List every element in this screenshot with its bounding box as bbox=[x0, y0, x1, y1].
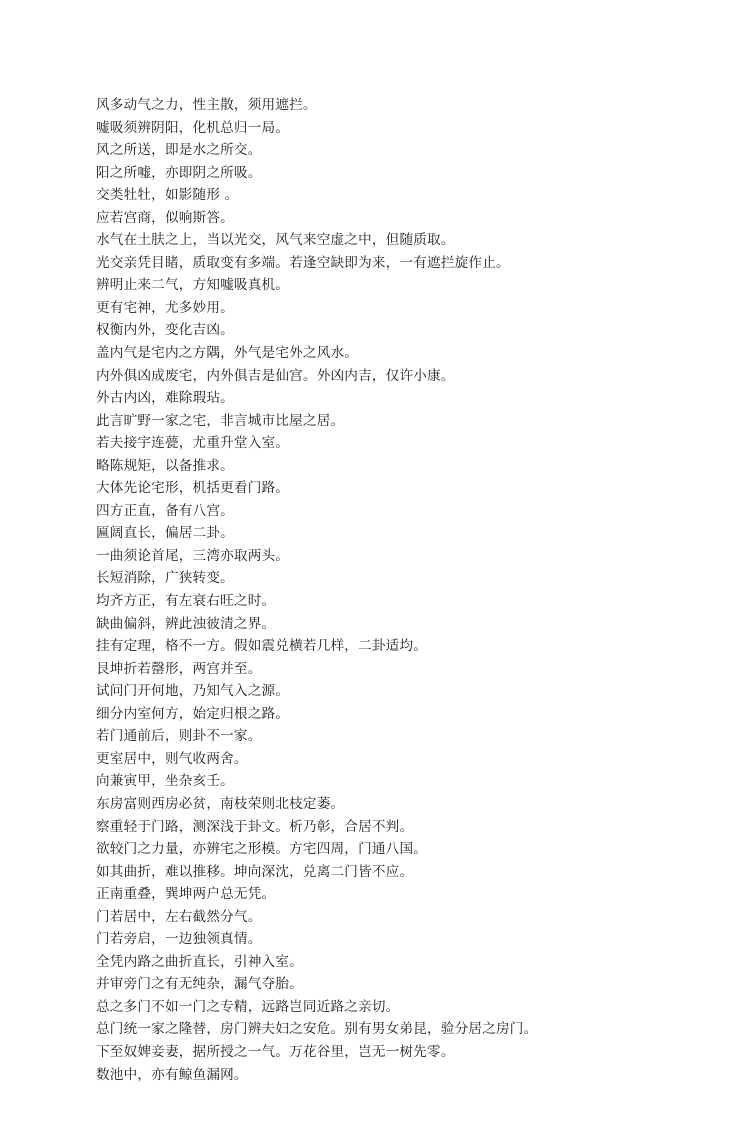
text-line: 四方正直，备有八宫。 bbox=[96, 502, 234, 519]
text-line: 此言旷野一家之宅，非言城市比屋之居。 bbox=[96, 412, 345, 429]
text-line: 总门统一家之隆替，房门辨夫妇之安危。别有男女弟昆，验分居之房门。 bbox=[96, 1021, 538, 1038]
text-line: 并审旁门之有无纯杂，漏气夺胎。 bbox=[96, 976, 303, 993]
text-line: 外古内凶，难除瑕玷。 bbox=[96, 390, 234, 407]
text-line: 应若宫商，似响斯答。 bbox=[96, 209, 234, 226]
text-line: 权衡内外，变化吉凶。 bbox=[96, 322, 234, 339]
text-line: 东房富则西房必贫，南枝荣则北枝定萎。 bbox=[96, 795, 345, 812]
text-line: 风之所送，即是水之所交。 bbox=[96, 142, 262, 159]
text-line: 盖内气是宅内之方隅，外气是宅外之风水。 bbox=[96, 345, 359, 362]
text-line: 试问门开何地，乃知气入之源。 bbox=[96, 683, 290, 700]
text-line: 缺曲偏斜，辨此浊彼清之界。 bbox=[96, 615, 276, 632]
text-line: 察重轻于门路，测深浅于卦文。析乃彰，合居不判。 bbox=[96, 818, 414, 835]
text-line: 内外俱凶成废宅，内外俱吉是仙宫。外凶内吉，仅许小康。 bbox=[96, 367, 455, 384]
text-line: 一曲须论首尾，三湾亦取两头。 bbox=[96, 547, 290, 564]
text-line: 风多动气之力，性主散，须用遮拦。 bbox=[96, 97, 317, 113]
text-line: 匾阔直长，偏居二卦。 bbox=[96, 525, 234, 542]
text-line: 阳之所嘘，亦即阴之所吸。 bbox=[96, 164, 262, 181]
text-line: 挂有定理，格不一方。假如震兑横若几样，二卦适均。 bbox=[96, 638, 428, 655]
text-line: 水气在土肤之上，当以光交，风气来空虚之中，但随质取。 bbox=[96, 232, 455, 249]
text-line: 均齐方正，有左衰右旺之时。 bbox=[96, 593, 276, 610]
text-line: 若门通前后，则卦不一家。 bbox=[96, 728, 262, 745]
text-line: 略陈规矩，以备推求。 bbox=[96, 457, 234, 474]
text-line: 欲较门之力量，亦辨宅之形模。方宅四周，门通八国。 bbox=[96, 841, 428, 858]
text-line: 如其曲折，难以推移。坤向深沈，兑离二门皆不应。 bbox=[96, 863, 414, 880]
text-line: 下至奴婢妾妻，据所授之一气。万花谷里，岂无一树先零。 bbox=[96, 1043, 455, 1060]
text-line: 艮坤折若罄形，两宫并至。 bbox=[96, 660, 262, 677]
text-line: 全凭内路之曲折直长，引神入室。 bbox=[96, 953, 303, 970]
text-line: 更有宅神，尤多妙用。 bbox=[96, 299, 234, 316]
text-line: 总之多门不如一门之专精，远路岂同近路之亲切。 bbox=[96, 998, 400, 1015]
text-line: 光交亲凭目睹，质取变有多端。若逢空缺即为来，一有遮拦旋作止。 bbox=[96, 254, 510, 271]
text-line: 更室居中，则气收两舍。 bbox=[96, 750, 248, 767]
text-line: 交类牡牡，如影随形 。 bbox=[96, 187, 239, 204]
text-line: 向兼寅甲，坐杂亥壬。 bbox=[96, 773, 234, 790]
text-line: 门若旁启，一边独领真情。 bbox=[96, 931, 262, 948]
text-line: 长短消除，广狭转变。 bbox=[96, 570, 234, 587]
text-line: 正南重叠，巽坤两户总无凭。 bbox=[96, 886, 276, 903]
document-text-block bbox=[96, 94, 736, 1086]
text-line: 大体先论宅形，机括更看门路。 bbox=[96, 480, 290, 497]
text-line: 若夫接宇连甍，尤重升堂入室。 bbox=[96, 435, 290, 452]
text-line: 辨明止来二气，方知嘘吸真机。 bbox=[96, 277, 290, 294]
text-line: 细分内室何方，始定归根之路。 bbox=[96, 705, 290, 722]
text-line: 门若居中，左右截然分气。 bbox=[96, 908, 262, 925]
text-line: 数池中，亦有鲸鱼漏网。 bbox=[96, 1066, 248, 1083]
text-line: 嘘吸须辨阴阳，化机总归一局。 bbox=[96, 119, 290, 136]
